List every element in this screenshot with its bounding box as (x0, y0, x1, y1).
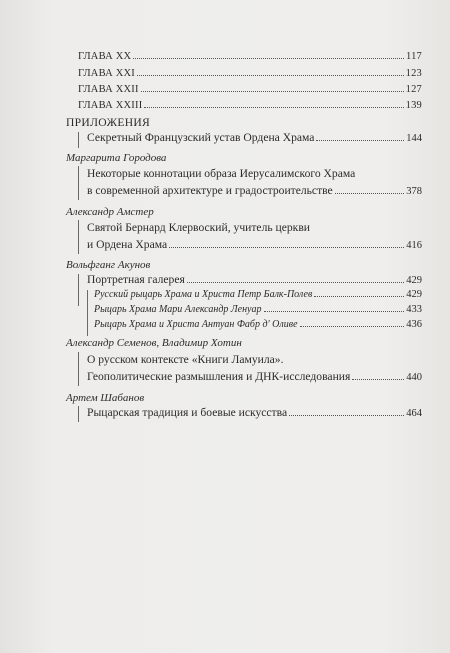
indent-rule (78, 166, 79, 200)
dot-leader (187, 282, 404, 283)
indent-rule (78, 132, 79, 148)
page-number: 127 (405, 84, 422, 95)
page-number: 144 (406, 133, 422, 144)
toc-subentry-row[interactable] (94, 289, 422, 300)
dot-leader (141, 91, 404, 92)
dot-leader (264, 311, 405, 312)
page-number: 429 (406, 275, 422, 286)
entry-title-line: в современной архитектуре и градостроительстве (87, 184, 333, 197)
page-number: 123 (405, 68, 422, 79)
toc-subentry-row[interactable] (94, 304, 422, 315)
author-name: Вольфганг Акунов (66, 259, 151, 271)
author-name: Артем Шабанов (66, 392, 145, 404)
entry-title: Портретная галерея (87, 273, 185, 286)
entry-title-line[interactable]: О русском контексте «Книги Ламуила». (87, 353, 284, 366)
indent-rule (87, 290, 88, 336)
author-name: Александр Семенов, Владимир Хотин (66, 337, 242, 349)
entry-title: Рыцарская традиция и боевые искусства (87, 406, 288, 419)
page-number: 436 (406, 319, 422, 330)
entry-title-line: и Ордена Храма (87, 238, 168, 251)
subentry-title: Рыцарь Храма и Христа Антуан Фабр д' Оливе (94, 319, 298, 330)
dot-leader (169, 247, 404, 248)
page-number: 429 (406, 289, 422, 300)
page-number: 440 (406, 372, 422, 383)
appendix-heading: ПРИЛОЖЕНИЯ (66, 116, 151, 129)
page-number: 117 (406, 51, 422, 62)
toc-chapter-row[interactable] (78, 51, 422, 62)
toc-entry-row[interactable] (87, 238, 422, 251)
toc-entry-row[interactable] (87, 370, 422, 383)
indent-rule (78, 220, 79, 254)
page-number: 464 (406, 408, 422, 419)
chapter-title: ГЛАВА XXII (78, 84, 139, 95)
dot-leader (335, 193, 405, 194)
page-number: 416 (406, 240, 422, 251)
dot-leader (137, 75, 404, 76)
toc-chapter-row[interactable] (78, 68, 422, 79)
toc-entry-row[interactable] (87, 273, 422, 286)
toc-chapter-row[interactable] (78, 100, 422, 111)
toc-entry-row[interactable] (87, 131, 422, 144)
author-name: Александр Амстер (66, 206, 154, 218)
page-number: 433 (406, 304, 422, 315)
toc-subentry-row[interactable] (94, 319, 422, 330)
entry-title-line[interactable]: Некоторые коннотации образа Иерусалимского Храма (87, 167, 356, 180)
page-number: 139 (405, 100, 422, 111)
entry-title-line: Геополитические размышления и ДНК-исследования (87, 370, 351, 383)
page-number: 378 (406, 186, 422, 197)
dot-leader (289, 415, 404, 416)
dot-leader (316, 140, 404, 141)
subentry-title: Рыцарь Храма Мари Александр Ленуар (94, 304, 262, 315)
indent-rule (78, 352, 79, 386)
dot-leader (133, 58, 404, 59)
indent-rule (78, 406, 79, 422)
toc-chapter-row[interactable] (78, 84, 422, 95)
dot-leader (144, 107, 403, 108)
indent-rule (78, 274, 79, 306)
dot-leader (300, 326, 405, 327)
dot-leader (352, 379, 404, 380)
chapter-title: ГЛАВА XXIII (78, 100, 143, 111)
toc-entry-row[interactable] (87, 406, 422, 419)
entry-title: Секретный Французский устав Ордена Храма (87, 131, 315, 144)
dot-leader (314, 296, 404, 297)
subentry-title: Русский рыцарь Храма и Христа Петр Балк-Полев (94, 289, 313, 300)
author-name: Маргарита Городова (66, 152, 167, 164)
chapter-title: ГЛАВА XXI (78, 68, 135, 79)
entry-title-line[interactable]: Святой Бернард Клервоский, учитель церкви (87, 221, 310, 234)
chapter-title: ГЛАВА XX (78, 51, 132, 62)
toc-entry-row[interactable] (87, 184, 422, 197)
